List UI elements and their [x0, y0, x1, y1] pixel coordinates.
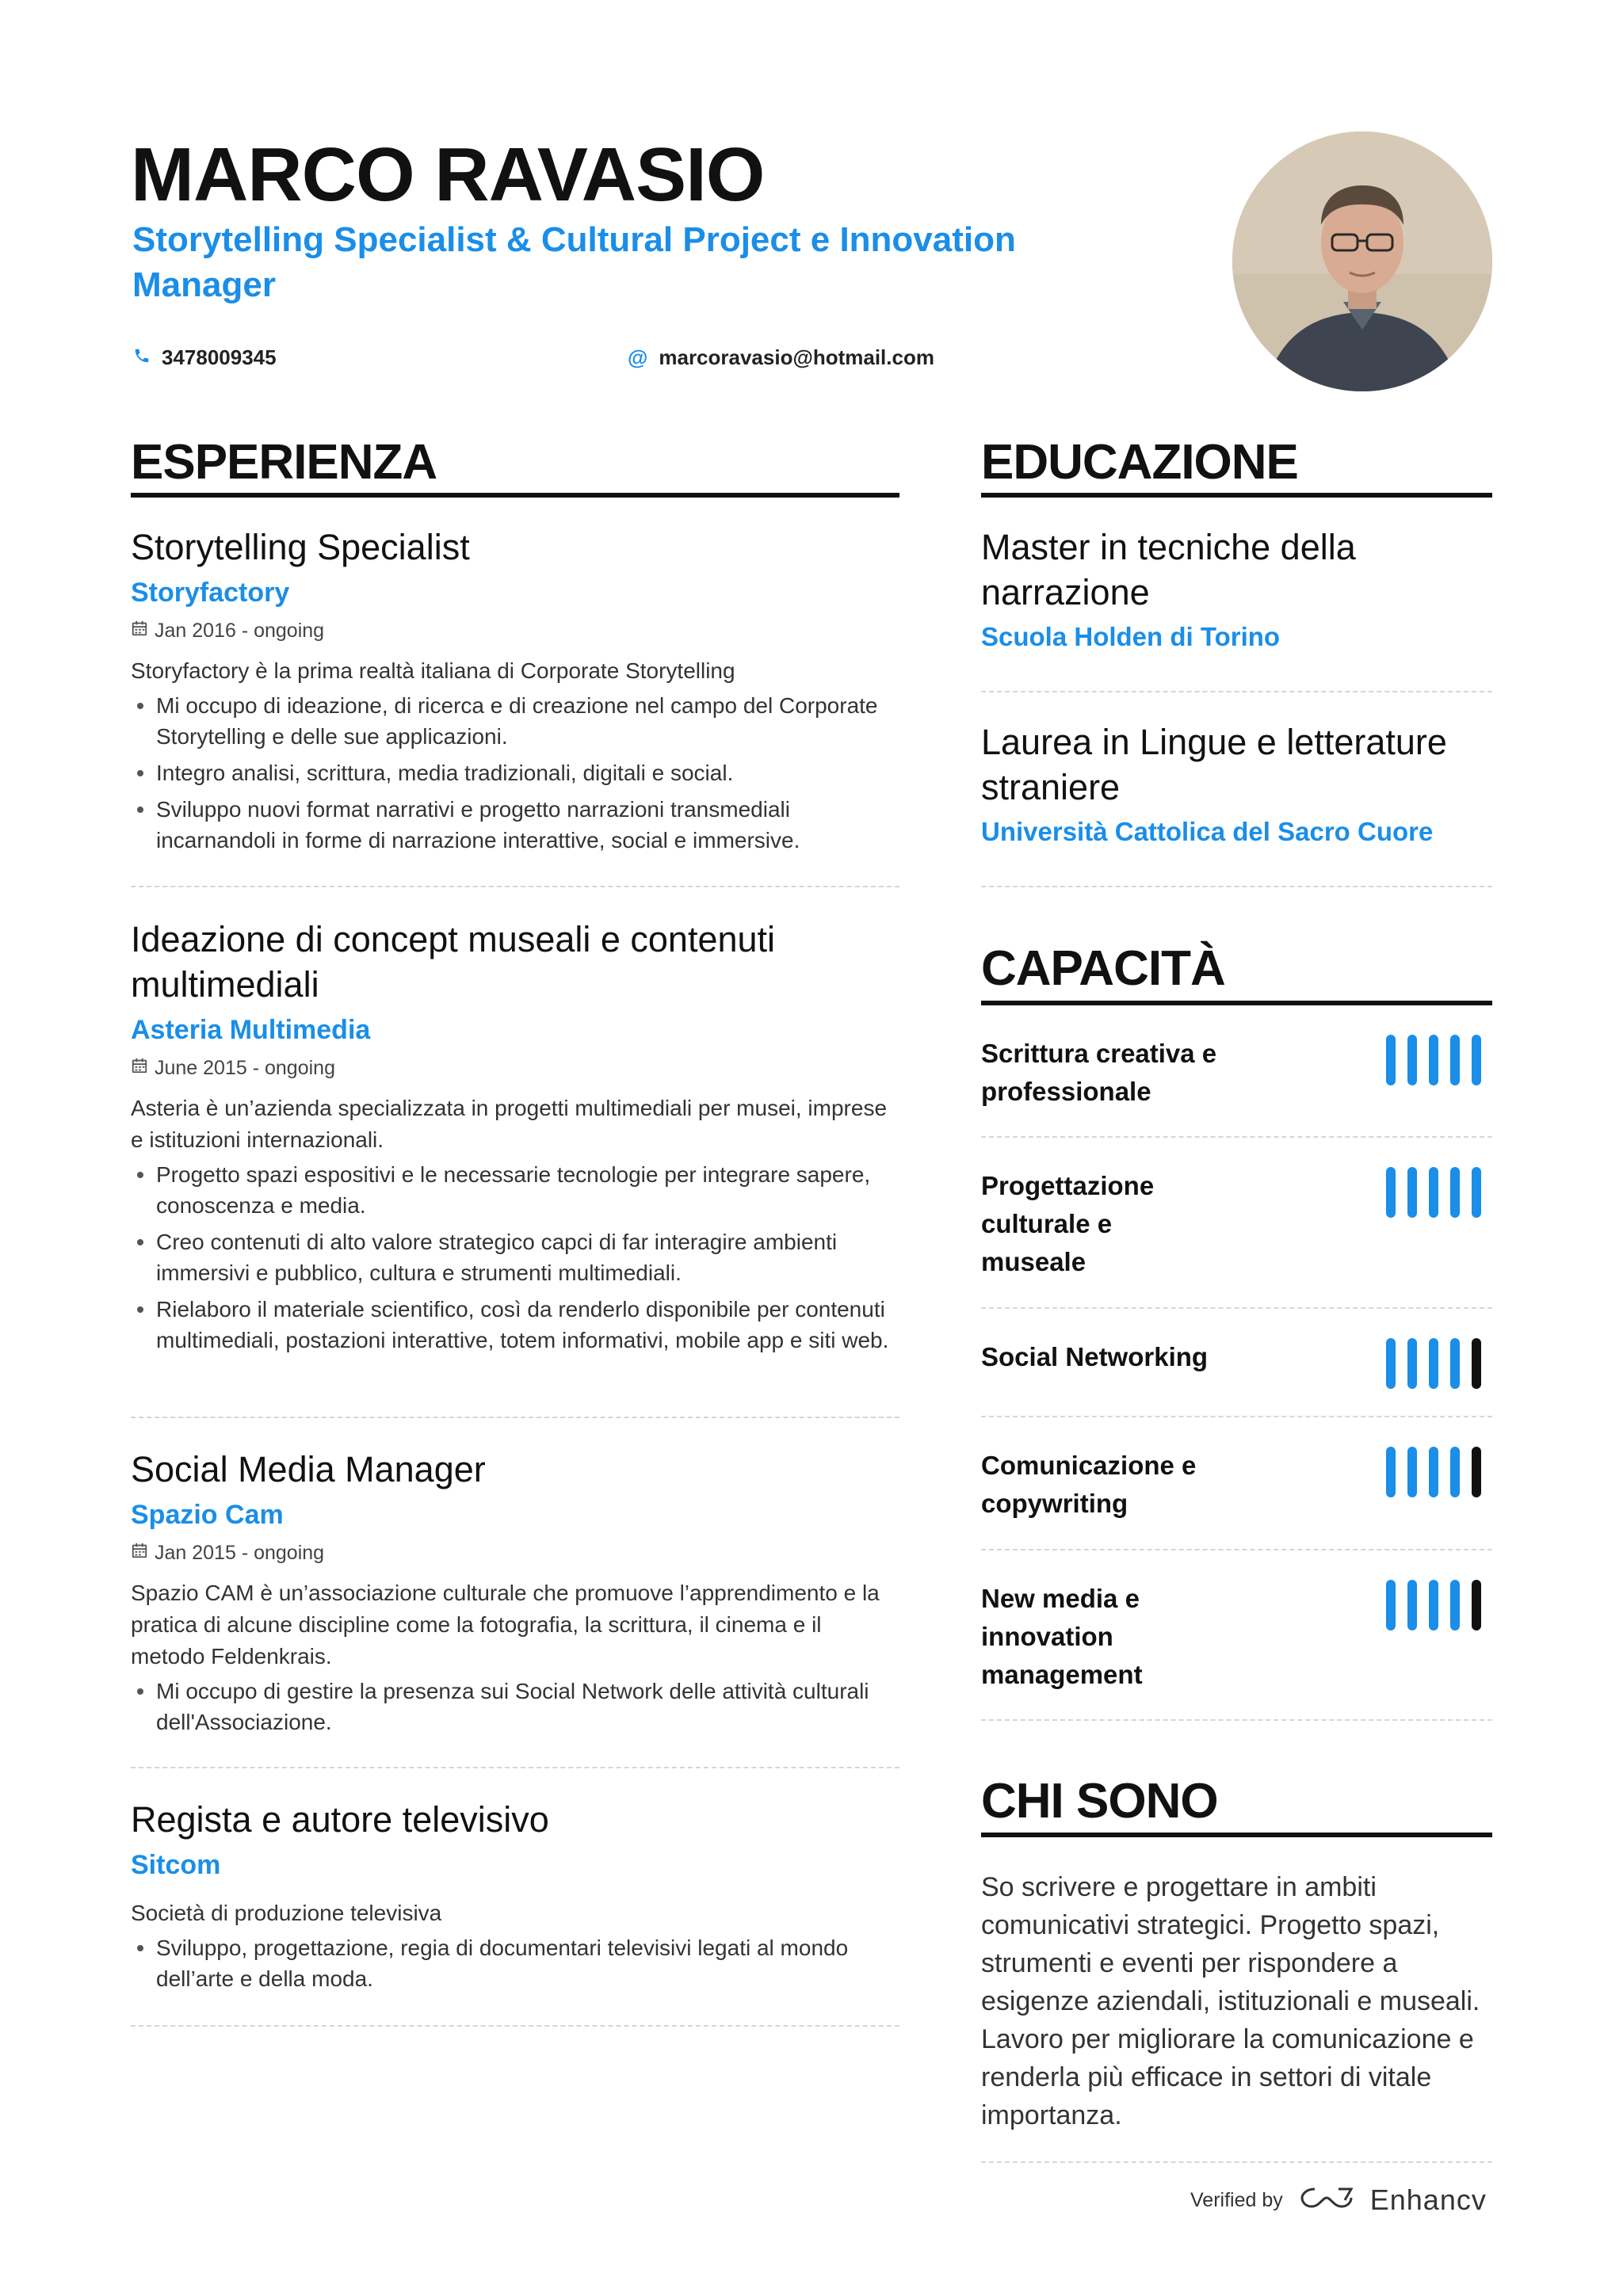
education-item — [981, 524, 1492, 654]
skill-bar-filled — [1386, 1167, 1396, 1218]
skill-name: Progettazione culturale e museale — [981, 1171, 1155, 1276]
job-dates — [131, 1539, 899, 1566]
divider — [981, 1307, 1492, 1309]
skill-bar-filled — [1407, 1580, 1417, 1630]
candidate-subtitle: Storytelling Specialist & Cultural Project e Innovation Manager — [132, 220, 1016, 304]
calendar-icon — [131, 1539, 148, 1566]
degree-title: Laurea in Lingue e letterature straniere — [981, 722, 1447, 807]
phone-icon — [133, 345, 151, 370]
skill-level-bars — [1386, 1035, 1481, 1085]
skill-bar-empty — [1472, 1580, 1481, 1630]
skill-item — [981, 1035, 1492, 1111]
skill-bar-filled — [1386, 1338, 1396, 1389]
email-address: marcoravasio@hotmail.com — [659, 345, 934, 369]
skill-bar-filled — [1472, 1167, 1481, 1218]
skill-item — [981, 1338, 1492, 1376]
job-bullets — [131, 1159, 899, 1356]
skill-item — [981, 1167, 1492, 1281]
experience-item — [131, 524, 899, 861]
skill-level-bars — [1386, 1580, 1481, 1630]
bullet-item: Mi occupo di gestire la presenza sui Social Network delle attività culturali dell'Associazione. — [156, 1676, 899, 1737]
about-heading: CHI SONO — [981, 1774, 1218, 1829]
bullet-item: Creo contenuti di alto valore strategico capci di far interagire ambienti immersivi e pubblico, cultura e strumenti multimediali. — [156, 1226, 899, 1288]
job-title: Social Media Manager — [131, 1449, 486, 1489]
about-text: So scrivere e progettare in ambiti comunicativi strategici. Progetto spazi, strumenti e eventi per rispondere a esigenze aziendali, istituzionali e museali. Lavoro per migliorare la comunicazione e renderla più efficace in settori di vitale importanza. — [981, 1872, 1480, 2130]
divider — [981, 691, 1492, 692]
skill-bar-filled — [1450, 1035, 1460, 1085]
enhancv-logo-icon — [1299, 2184, 1354, 2217]
bullet-item: Sviluppo, progettazione, regia di documentari televisivi legati al mondo dell’arte e della moda. — [156, 1932, 899, 1994]
experience-heading: ESPERIENZA — [131, 435, 437, 490]
divider — [981, 1549, 1492, 1550]
skill-level-bars — [1386, 1338, 1481, 1389]
email-contact[interactable] — [628, 345, 934, 370]
at-icon: @ — [628, 345, 648, 369]
skill-bar-filled — [1429, 1167, 1438, 1218]
skill-bar-filled — [1450, 1167, 1460, 1218]
education-heading: EDUCAZIONE — [981, 435, 1298, 490]
skill-bar-filled — [1472, 1035, 1481, 1085]
skill-item — [981, 1447, 1492, 1523]
skill-bar-filled — [1407, 1035, 1417, 1085]
job-title: Storytelling Specialist — [131, 527, 470, 567]
brand-name: Enhancv — [1369, 2183, 1487, 2216]
company-name: Storyfactory — [131, 578, 290, 608]
skill-bar-filled — [1407, 1447, 1417, 1497]
bullet-item: Sviluppo nuovi format narrativi e progetto narrazioni transmediali incarnandoli in forme di narrazione interattive, social e immersive. — [156, 794, 899, 856]
profile-photo — [1232, 132, 1492, 391]
education-rule — [981, 493, 1492, 498]
skill-name: Scrittura creativa e professionale — [981, 1039, 1217, 1106]
company-name: Spazio Cam — [131, 1500, 284, 1530]
experience-rule — [131, 493, 899, 498]
degree-title: Master in tecniche della narrazione — [981, 527, 1356, 612]
verified-badge[interactable] — [1190, 2183, 1487, 2217]
skill-bar-filled — [1386, 1447, 1396, 1497]
experience-item — [131, 1447, 899, 1743]
skill-bar-filled — [1386, 1580, 1396, 1630]
job-description: Asteria è un’azienda specializzata in progetti multimediali per musei, imprese e istituzioni internazionali. — [131, 1096, 888, 1152]
job-dates — [131, 617, 899, 644]
company-name: Asteria Multimedia — [131, 1015, 371, 1045]
skill-name: Social Networking — [981, 1342, 1209, 1371]
divider — [981, 1416, 1492, 1417]
skill-level-bars — [1386, 1167, 1481, 1218]
skill-level-bars — [1386, 1447, 1481, 1497]
skill-name: Comunicazione e copywriting — [981, 1451, 1197, 1518]
divider — [131, 1767, 899, 1768]
skill-bar-filled — [1429, 1447, 1438, 1497]
verified-label: Verified by — [1190, 2188, 1283, 2211]
bullet-item: Mi occupo di ideazione, di ricerca e di creazione nel campo del Corporate Storytelling e delle sue applicazioni. — [156, 690, 899, 752]
experience-item — [131, 917, 899, 1361]
about-rule — [981, 1833, 1492, 1837]
calendar-icon — [131, 617, 148, 644]
school-name: Scuola Holden di Torino — [981, 622, 1281, 651]
phone-contact[interactable] — [133, 345, 277, 370]
phone-number: 3478009345 — [162, 345, 277, 369]
job-bullets — [131, 690, 899, 856]
candidate-name: MARCO RAVASIO — [131, 132, 765, 217]
skills-heading: CAPACITÀ — [981, 941, 1225, 996]
school-name: Università Cattolica del Sacro Cuore — [981, 817, 1434, 846]
skill-bar-filled — [1429, 1035, 1438, 1085]
job-bullets — [131, 1932, 899, 1994]
bullet-item: Rielaboro il materiale scientifico, così da renderlo disponibile per contenuti multimediali, postazioni interattive, totem informativi, mobile app e siti web. — [156, 1294, 899, 1356]
skill-bar-filled — [1386, 1035, 1396, 1085]
divider — [981, 886, 1492, 887]
job-description: Storyfactory è la prima realtà italiana di Corporate Storytelling — [131, 658, 735, 683]
job-description: Spazio CAM è un’associazione culturale che promuove l’apprendimento e la pratica di alcune discipline come la fotografia, la scrittura, il cinema e il metodo Feldenkrais. — [131, 1581, 880, 1669]
experience-item — [131, 1797, 899, 2000]
divider — [981, 1719, 1492, 1721]
skill-bar-filled — [1429, 1338, 1438, 1389]
skill-bar-filled — [1407, 1167, 1417, 1218]
skill-bar-empty — [1472, 1338, 1481, 1389]
job-title: Ideazione di concept museali e contenuti multimediali — [131, 919, 776, 1005]
bullet-item: Progetto spazi espositivi e le necessarie tecnologie per integrare sapere, conoscenza e media. — [156, 1159, 899, 1221]
skill-bar-filled — [1450, 1338, 1460, 1389]
job-description: Società di produzione televisiva — [131, 1901, 442, 1925]
divider — [981, 1136, 1492, 1138]
calendar-icon — [131, 1055, 148, 1081]
divider — [131, 2025, 899, 2027]
skills-rule — [981, 1001, 1492, 1005]
skill-bar-filled — [1407, 1338, 1417, 1389]
company-name: Sitcom — [131, 1850, 221, 1880]
skill-bar-empty — [1472, 1447, 1481, 1497]
date-range: Jan 2015 - ongoing — [155, 1542, 325, 1564]
skill-bar-filled — [1429, 1580, 1438, 1630]
divider — [131, 886, 899, 887]
job-bullets — [131, 1676, 899, 1737]
skill-bar-filled — [1450, 1447, 1460, 1497]
date-range: June 2015 - ongoing — [155, 1057, 335, 1079]
skill-name: New media e innovation management — [981, 1584, 1143, 1689]
divider — [131, 1417, 899, 1418]
job-title: Regista e autore televisivo — [131, 1799, 549, 1840]
divider — [981, 2161, 1492, 2163]
skill-item — [981, 1580, 1492, 1694]
bullet-item: Integro analisi, scrittura, media tradizionali, digitali e social. — [156, 757, 899, 788]
skill-bar-filled — [1450, 1580, 1460, 1630]
education-item — [981, 719, 1492, 849]
job-dates — [131, 1055, 899, 1081]
date-range: Jan 2016 - ongoing — [155, 620, 325, 642]
